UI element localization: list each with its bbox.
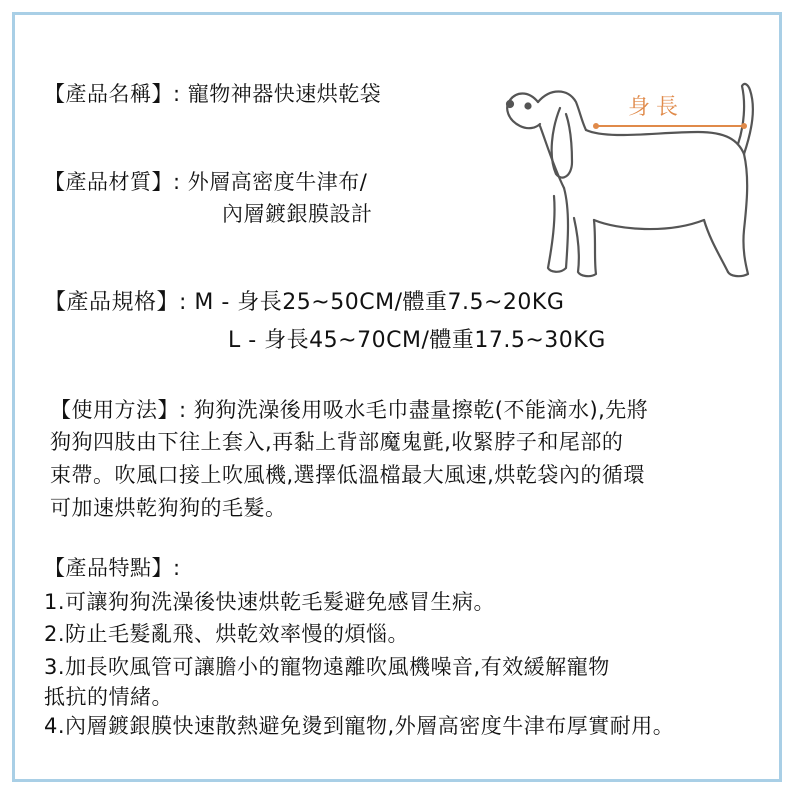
body-length-label: 身長 (628, 95, 685, 120)
feature-3-line-1: 3.加長吹風管可讓膽小的寵物遠離吹風機噪音,有效緩解寵物 (44, 655, 610, 679)
feature-4: 4.內層鍍銀膜快速散熱避免燙到寵物,外層高密度牛津布厚實耐用。 (44, 714, 675, 738)
product-material-line-2: 內層鍍銀膜設計 (222, 202, 373, 226)
feature-1: 1.可讓狗狗洗澡後快速烘乾毛髮避免感冒生病。 (44, 590, 496, 614)
feature-2: 2.防止毛髮亂飛、烘乾效率慢的煩惱。 (44, 622, 410, 646)
usage-line-2: 狗狗四肢由下往上套入,再黏上背部魔鬼氈,收緊脖子和尾部的 (50, 430, 624, 454)
usage-line-1: 【使用方法】: 狗狗洗澡後用吸水毛巾盡量擦乾(不能滴水),先將 (50, 398, 649, 422)
product-spec-l: L - 身長45~70CM/體重17.5~30KG (228, 328, 606, 353)
product-material-line-1: 【產品材質】: 外層高密度牛津布/ (44, 170, 368, 194)
product-spec-m: 【產品規格】: M - 身長25~50CM/體重7.5~20KG (44, 290, 565, 315)
features-title: 【產品特點】: (44, 556, 181, 580)
feature-3-line-2: 抵抗的情緒。 (44, 685, 173, 709)
usage-line-3: 束帶。吹風口接上吹風機,選擇低溫檔最大風速,烘乾袋內的循環 (50, 463, 645, 487)
usage-line-4: 可加速烘乾狗狗的毛髮。 (50, 496, 287, 520)
product-name: 【產品名稱】: 寵物神器快速烘乾袋 (44, 82, 382, 106)
